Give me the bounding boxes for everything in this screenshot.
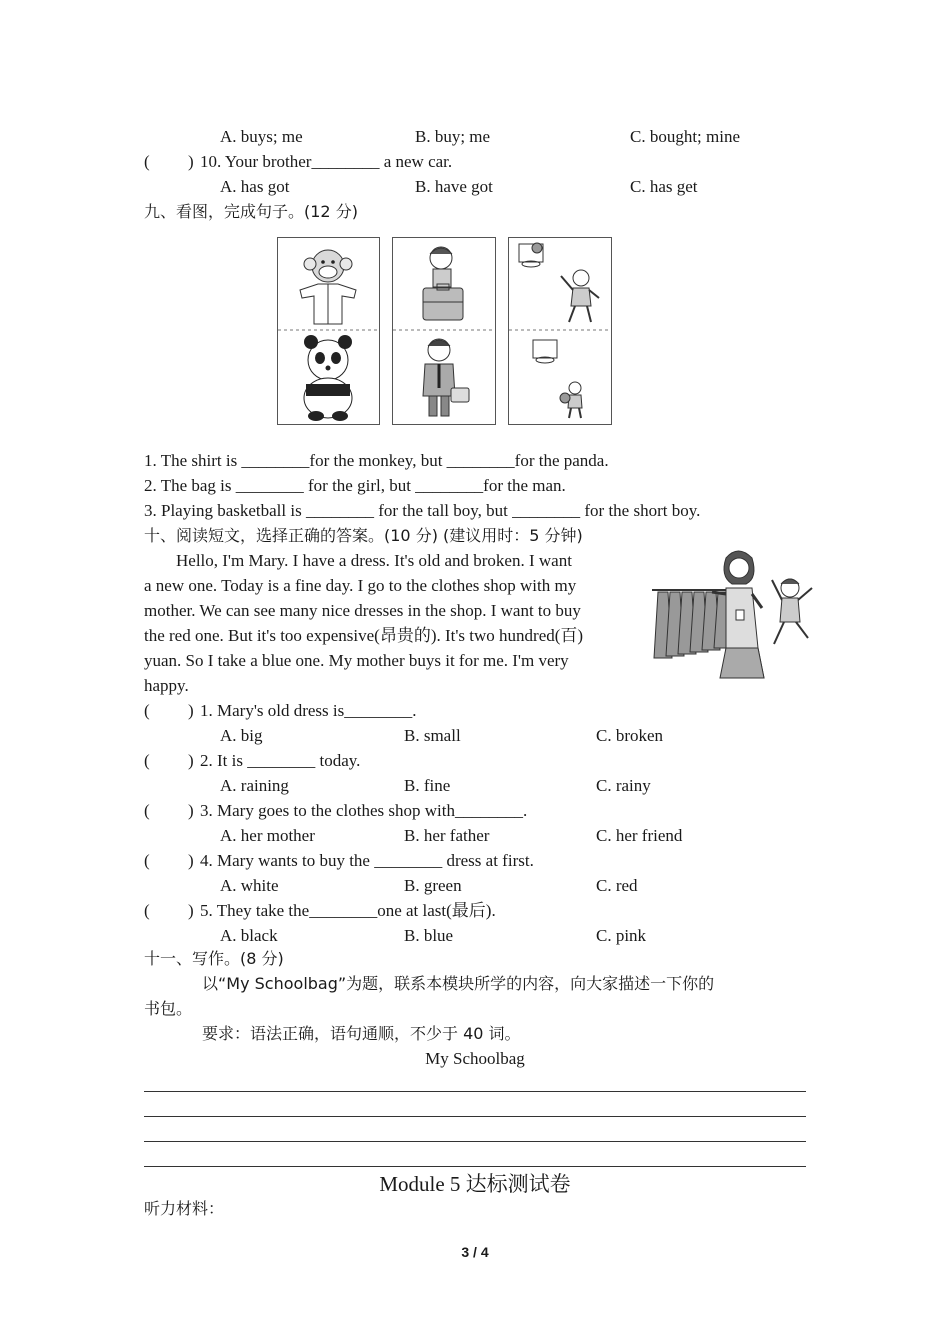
question-text: 5. They take the________one at last(最后). <box>200 901 496 920</box>
option-b: B. blue <box>404 926 454 945</box>
section-title: 十一、写作。(8 分) <box>144 949 284 968</box>
writing-line[interactable] <box>144 1091 806 1092</box>
answer-paren-close: ) <box>188 751 194 770</box>
question-text: 10. Your brother________ a new car. <box>200 152 453 171</box>
panel-girl-man <box>392 237 496 425</box>
monkey-panda-illustration <box>278 238 378 423</box>
option-c: C. pink <box>596 926 647 945</box>
answer-paren-close: ) <box>188 152 194 171</box>
writing-requirement: 要求：语法正确，语句通顺，不少于 40 词。 <box>202 1024 521 1043</box>
sentence-3: 3. Playing basketball is ________ for the tall boy, but ________ for the short boy. <box>144 501 701 520</box>
passage-line: a new one. Today is a fine day. I go to the clothes shop with my <box>144 576 577 595</box>
option-b: B. small <box>404 726 461 745</box>
answer-paren-close: ) <box>188 701 194 720</box>
option-c: C. rainy <box>596 776 651 795</box>
writing-prompt: 以“My Schoolbag”为题，联系本模块所学的内容，向大家描述一下你的 <box>202 974 715 993</box>
option-c: C. broken <box>596 726 664 745</box>
answer-paren-open: ( <box>144 901 150 920</box>
option-a: A. raining <box>220 776 289 795</box>
answer-paren-close: ) <box>188 901 194 920</box>
writing-prompt: 书包。 <box>144 999 193 1018</box>
question-text: 2. It is ________ today. <box>200 751 361 770</box>
option-b: B. buy; me <box>415 127 491 146</box>
shopping-illustration <box>648 548 823 688</box>
listening-label: 听力材料： <box>144 1199 225 1218</box>
passage-line: Hello, I'm Mary. I have a dress. It's old and broken. I want <box>176 551 572 570</box>
writing-line[interactable] <box>144 1166 806 1167</box>
option-c: C. bought; mine <box>630 127 741 146</box>
answer-paren-open: ( <box>144 701 150 720</box>
girl-man-illustration <box>393 238 494 423</box>
option-a: A. big <box>220 726 263 745</box>
passage-line: the red one. But it's too expensive(昂贵的). It's two hundred(百) <box>144 626 584 645</box>
option-b: B. green <box>404 876 462 895</box>
option-a: A. buys; me <box>220 127 303 146</box>
sentence-1: 1. The shirt is ________for the monkey, but ________for the panda. <box>144 451 609 470</box>
answer-paren-open: ( <box>144 152 150 171</box>
essay-title: My Schoolbag <box>425 1049 525 1068</box>
option-c: C. has get <box>630 177 698 196</box>
option-c: C. red <box>596 876 638 895</box>
passage-line: mother. We can see many nice dresses in the shop. I want to buy <box>144 601 581 620</box>
section-title: 十、阅读短文，选择正确的答案。(10 分) (建议用时：5 分钟) <box>144 526 583 545</box>
section-title: 九、看图，完成句子。(12 分) <box>144 202 358 221</box>
option-b: B. her father <box>404 826 490 845</box>
question-text: 1. Mary's old dress is________. <box>200 701 417 720</box>
question-text: 3. Mary goes to the clothes shop with________. <box>200 801 528 820</box>
option-a: A. black <box>220 926 278 945</box>
option-a: A. her mother <box>220 826 315 845</box>
question-text: 4. Mary wants to buy the ________ dress at first. <box>200 851 534 870</box>
sentence-2: 2. The bag is ________ for the girl, but ________for the man. <box>144 476 566 495</box>
page-number: 3 / 4 <box>461 1244 489 1260</box>
writing-line[interactable] <box>144 1141 806 1142</box>
answer-paren-open: ( <box>144 751 150 770</box>
answer-paren-open: ( <box>144 801 150 820</box>
option-a: A. has got <box>220 177 290 196</box>
option-a: A. white <box>220 876 279 895</box>
panel-monkey-panda <box>277 237 380 425</box>
passage-line: yuan. So I take a blue one. My mother buys it for me. I'm very <box>144 651 569 670</box>
answer-paren-open: ( <box>144 851 150 870</box>
panel-basketball <box>508 237 612 425</box>
option-c: C. her friend <box>596 826 683 845</box>
answer-paren-close: ) <box>188 801 194 820</box>
option-b: B. have got <box>415 177 493 196</box>
writing-line[interactable] <box>144 1116 806 1117</box>
passage-line: happy. <box>144 676 189 695</box>
option-b: B. fine <box>404 776 451 795</box>
answer-paren-close: ) <box>188 851 194 870</box>
module-title: Module 5 达标测试卷 <box>379 1172 571 1196</box>
basketball-illustration <box>509 238 610 423</box>
